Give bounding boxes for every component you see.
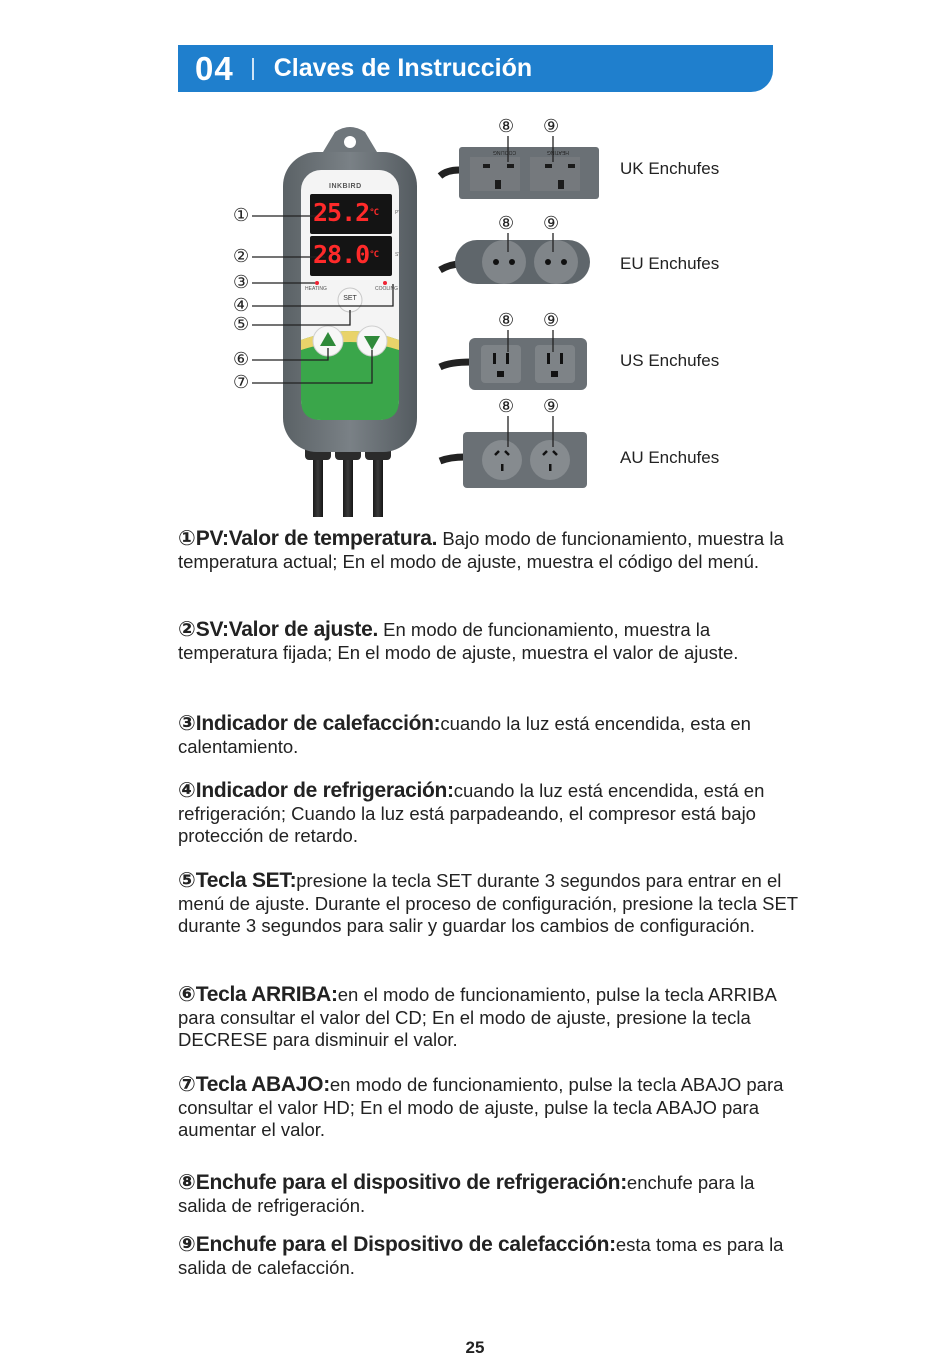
heating-label: HEATING [305,286,327,292]
item-text: En modo de funcionamiento, muestra la temperatura fijada; En el modo de ajuste, muestra el valor de ajuste. [178,619,739,663]
set-button[interactable]: SET [343,295,357,302]
au-socket-strip [440,432,587,488]
item-term: Indicador de refrigeración: [195,779,454,802]
pv-display [313,196,393,230]
item-term: Tecla SET: [195,869,297,892]
us-socket-strip [440,338,587,390]
item-text: cuando la luz está encendida, está en refrigeración; Cuando la luz está parpadeando, el compresor está bajo protección de retardo. [178,780,765,846]
item-term: Indicador de calefacción: [195,712,441,735]
cooling-label: COOLING [375,286,399,292]
callout-2: ② [233,246,250,266]
item-text: esta toma es para la salida de calefacción. [178,1234,784,1278]
callout-4: ④ [233,295,250,315]
item-heating-socket: ⑨Enchufe para el Dispositivo de calefacción:esta toma es para la salida de calefacción. [178,1233,784,1278]
eu-marker-8: ⑧ [498,213,515,233]
item-down-key: ⑦Tecla ABAJO:en modo de funcionamiento, pulse la tecla ABAJO para consultar el valor HD; En el modo de ajuste, pulse la tecla ABAJO para aumentar el valor. [178,1073,784,1140]
item-text: cuando la luz está encendida, esta en calentamiento. [178,713,751,757]
item-term: Enchufe para el Dispositivo de calefacción: [195,1233,616,1256]
callout-1: ① [233,205,250,225]
item-heating-indicator: ③Indicador de calefacción:cuando la luz está encendida, esta en calentamiento. [178,712,751,757]
page-number: 25 [465,1338,485,1357]
item-term: SV:Valor de ajuste. [195,618,378,641]
uk-marker-9: ⑨ [543,116,560,136]
down-button[interactable] [357,326,387,356]
pv-value: 25.2 [313,198,370,227]
au-marker-9: ⑨ [543,396,560,416]
callout-6: ⑥ [233,349,250,369]
au-marker-8: ⑧ [498,396,515,416]
eu-marker-9: ⑨ [543,213,560,233]
sv-tag: SV [395,252,402,258]
section-header [178,45,773,92]
us-marker-8: ⑧ [498,310,515,330]
device-figure [225,112,745,517]
up-button[interactable] [313,326,343,356]
item-text: enchufe para la salida de refrigeración. [178,1172,755,1216]
uk-marker-8: ⑧ [498,116,515,136]
uk-socket-strip [440,147,599,199]
item-sv: ②SV:Valor de ajuste. En modo de funcionamiento, muestra la temperatura fijada; En el modo de ajuste, muestra el valor de ajuste. [178,618,739,663]
item-term: Tecla ABAJO: [195,1073,330,1096]
header-divider [252,58,254,80]
item-set-key: ⑤Tecla SET:presione la tecla SET durante 3 segundos para entrar en el menú de ajuste. Durante el proceso de configuración, presione la tecla SET durante 3 segundos para salir y guardar los cambios de configuración. [178,869,798,936]
item-term: Enchufe para el dispositivo de refrigeración: [195,1171,627,1194]
item-text: en el modo de funcionamiento, pulse la tecla ARRIBA para consultar el valor del CD; En el modo de ajuste, presione la tecla DECRESE para disminuir el valor. [178,984,776,1050]
us-marker-9: ⑨ [543,310,560,330]
item-up-key: ⑥Tecla ARRIBA:en el modo de funcionamiento, pulse la tecla ARRIBA para consultar el valor del CD; En el modo de ajuste, presione la tecla DECRESE para disminuir el valor. [178,983,776,1050]
uk-imprint-cooling: COOLING [493,149,517,155]
item-cooling-socket: ⑧Enchufe para el dispositivo de refrigeración:enchufe para la salida de refrigeración. [178,1171,755,1216]
eu-socket-strip [440,240,590,284]
sv-display [313,238,393,272]
callout-7: ⑦ [233,372,250,392]
pv-tag: PV [395,210,402,216]
eu-socket-label: EU Enchufes [620,254,720,273]
item-pv: ①PV:Valor de temperatura. Bajo modo de funcionamiento, muestra la temperatura actual; En el modo de ajuste, muestra el código del menú. [178,527,784,572]
pv-unit: °C [369,208,379,218]
sv-value: 28.0 [313,240,370,269]
item-text: presione la tecla SET durante 3 segundos para entrar en el menú de ajuste. Durante el proceso de configuración, presione la tecla SET durante 3 segundos para salir y guardar los cambios de configuración. [178,870,798,936]
us-socket-label: US Enchufes [620,351,720,370]
au-socket-label: AU Enchufes [620,448,720,467]
item-term: Tecla ARRIBA: [195,983,338,1006]
callout-3: ③ [233,272,250,292]
item-cooling-indicator: ④Indicador de refrigeración:cuando la luz está encendida, está en refrigeración; Cuando la luz está parpadeando, el compresor está bajo protección de retardo. [178,779,765,846]
sv-unit: °C [369,250,379,260]
item-text: Bajo modo de funcionamiento, muestra la temperatura actual; En el modo de ajuste, muestra el código del menú. [178,528,784,572]
brand-logo: INKBIRD [329,183,362,190]
item-term: PV:Valor de temperatura. [195,527,438,550]
section-title: Claves de Instrucción [273,54,533,82]
section-number: 04 [195,49,234,87]
uk-imprint-heating: HEATING [547,149,569,155]
uk-socket-label: UK Enchufes [620,159,720,178]
item-text: en modo de funcionamiento, pulse la tecla ABAJO para consultar el valor HD; En el modo de ajuste, pulse la tecla ABAJO para aumentar el valor. [178,1074,784,1140]
callout-5: ⑤ [233,314,250,334]
